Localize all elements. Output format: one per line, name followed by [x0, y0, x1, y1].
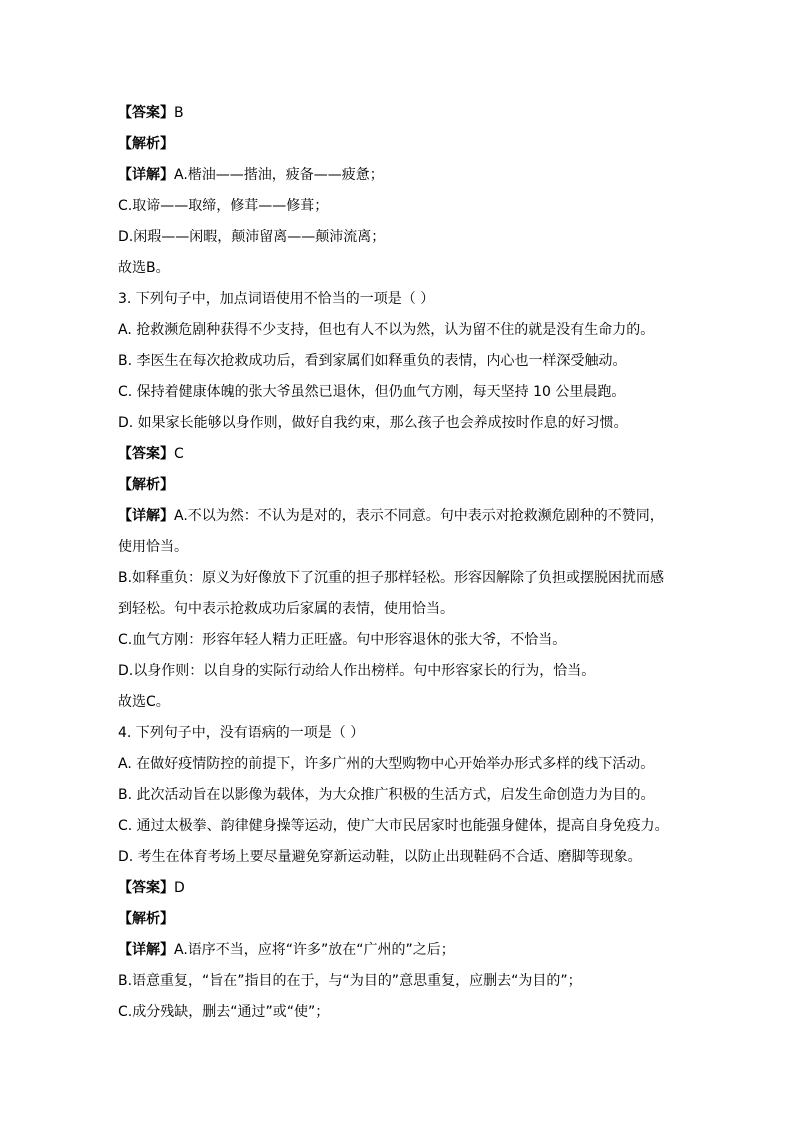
text-line: [118, 225, 688, 256]
line-text: 故选C。: [118, 694, 170, 710]
tag-label: 【解析】: [118, 136, 174, 152]
line-text: C. 通过太极拳、韵律健身操等运动，使广大市民居家时也能强身健体，提高自身免疫力。: [118, 818, 669, 834]
question-4-stem: [118, 721, 688, 752]
question-3-option-b: [118, 349, 688, 380]
detail-line: [118, 938, 688, 969]
text-line: [118, 566, 688, 597]
line-text: D. 考生在体育考场上要尽量避免穿新运动鞋，以防止出现鞋码不合适、磨脚等现象。: [118, 849, 642, 865]
line-text: 到轻松。句中表示抢救成功后家属的表情，使用恰当。: [118, 601, 454, 617]
tag-label: 【答案】: [118, 880, 174, 896]
line-text: C: [174, 446, 184, 462]
line-text: 故选B。: [118, 260, 170, 276]
line-text: B: [174, 105, 184, 121]
analysis-heading: [118, 473, 688, 504]
line-text: C.成分残缺，删去“通过”或“使”；: [118, 1004, 330, 1020]
detail-line: [118, 504, 688, 535]
analysis-heading: [118, 132, 688, 163]
line-text: A. 在做好疫情防控的前提下，许多广州的大型购物中心开始举办形式多样的线下活动。: [118, 756, 655, 772]
line-text: C.取谛——取缔，修茸——修葺；: [118, 198, 329, 214]
text-line: [118, 597, 688, 628]
tag-label: 【详解】: [118, 942, 174, 958]
line-text: B.如释重负：原义为好像放下了沉重的担子那样轻松。形容因解除了负担或摆脱困扰而感: [118, 570, 665, 586]
text-line: [118, 659, 688, 690]
tag-label: 【解析】: [118, 911, 174, 927]
text-line: [118, 628, 688, 659]
tag-label: 【答案】: [118, 446, 174, 462]
question-4-option-c: [118, 814, 688, 845]
line-text: B. 此次活动旨在以影像为载体，为大众推广积极的生活方式，启发生命创造力为目的。: [118, 787, 655, 803]
answer-line: [118, 101, 688, 132]
question-3-option-c: [118, 380, 688, 411]
text-line: [118, 1000, 688, 1031]
text-line: [118, 194, 688, 225]
text-line: [118, 690, 688, 721]
line-text: A.不以为然：不认为是对的，表示不同意。句中表示对抢救濒危剧种的不赞同，: [174, 508, 664, 524]
line-text: C. 保持着健康体魄的张大爷虽然已退休，但仍血气方刚，每天坚持 10 公里晨跑。: [118, 384, 626, 400]
document-page: [118, 101, 688, 1031]
line-text: 3. 下列句子中，加点词语使用不恰当的一项是（ ）: [118, 291, 435, 307]
text-line: [118, 535, 688, 566]
question-4-option-d: [118, 845, 688, 876]
detail-line: [118, 163, 688, 194]
question-3-option-d: [118, 411, 688, 442]
line-text: A. 抢救濒危剧种获得不少支持，但也有人不以为然，认为留不住的就是没有生命力的。: [118, 322, 655, 338]
line-text: C.血气方刚：形容年轻人精力正旺盛。句中形容退休的张大爷，不恰当。: [118, 632, 567, 648]
question-4-option-b: [118, 783, 688, 814]
text-line: [118, 969, 688, 1000]
line-text: A.楷油——揩油，疲备——疲惫；: [174, 167, 384, 183]
answer-line: [118, 442, 688, 473]
line-text: D: [174, 880, 185, 896]
tag-label: 【详解】: [118, 167, 174, 183]
text-line: [118, 256, 688, 287]
line-text: B.语意重复，“旨在”指目的在于，与“为目的”意思重复，应删去“为目的”；: [118, 973, 582, 989]
line-text: 4. 下列句子中，没有语病的一项是（ ）: [118, 725, 365, 741]
analysis-heading: [118, 907, 688, 938]
question-3-option-a: [118, 318, 688, 349]
tag-label: 【答案】: [118, 105, 174, 121]
line-text: B. 李医生在每次抢救成功后，看到家属们如释重负的表情，内心也一样深受触动。: [118, 353, 627, 369]
line-text: D. 如果家长能够以身作则，做好自我约束，那么孩子也会养成按时作息的好习惯。: [118, 415, 628, 431]
line-text: D.闲瑕——闲暇，颠沛留离——颠沛流离；: [118, 229, 386, 245]
question-4-option-a: [118, 752, 688, 783]
answer-line: [118, 876, 688, 907]
tag-label: 【详解】: [118, 508, 174, 524]
line-text: D.以身作则：以自身的实际行动给人作出榜样。句中形容家长的行为，恰当。: [118, 663, 596, 679]
tag-label: 【解析】: [118, 477, 174, 493]
question-3-stem: [118, 287, 688, 318]
line-text: 使用恰当。: [118, 539, 188, 555]
line-text: A.语序不当，应将“许多”放在“广州的”之后；: [174, 942, 455, 958]
